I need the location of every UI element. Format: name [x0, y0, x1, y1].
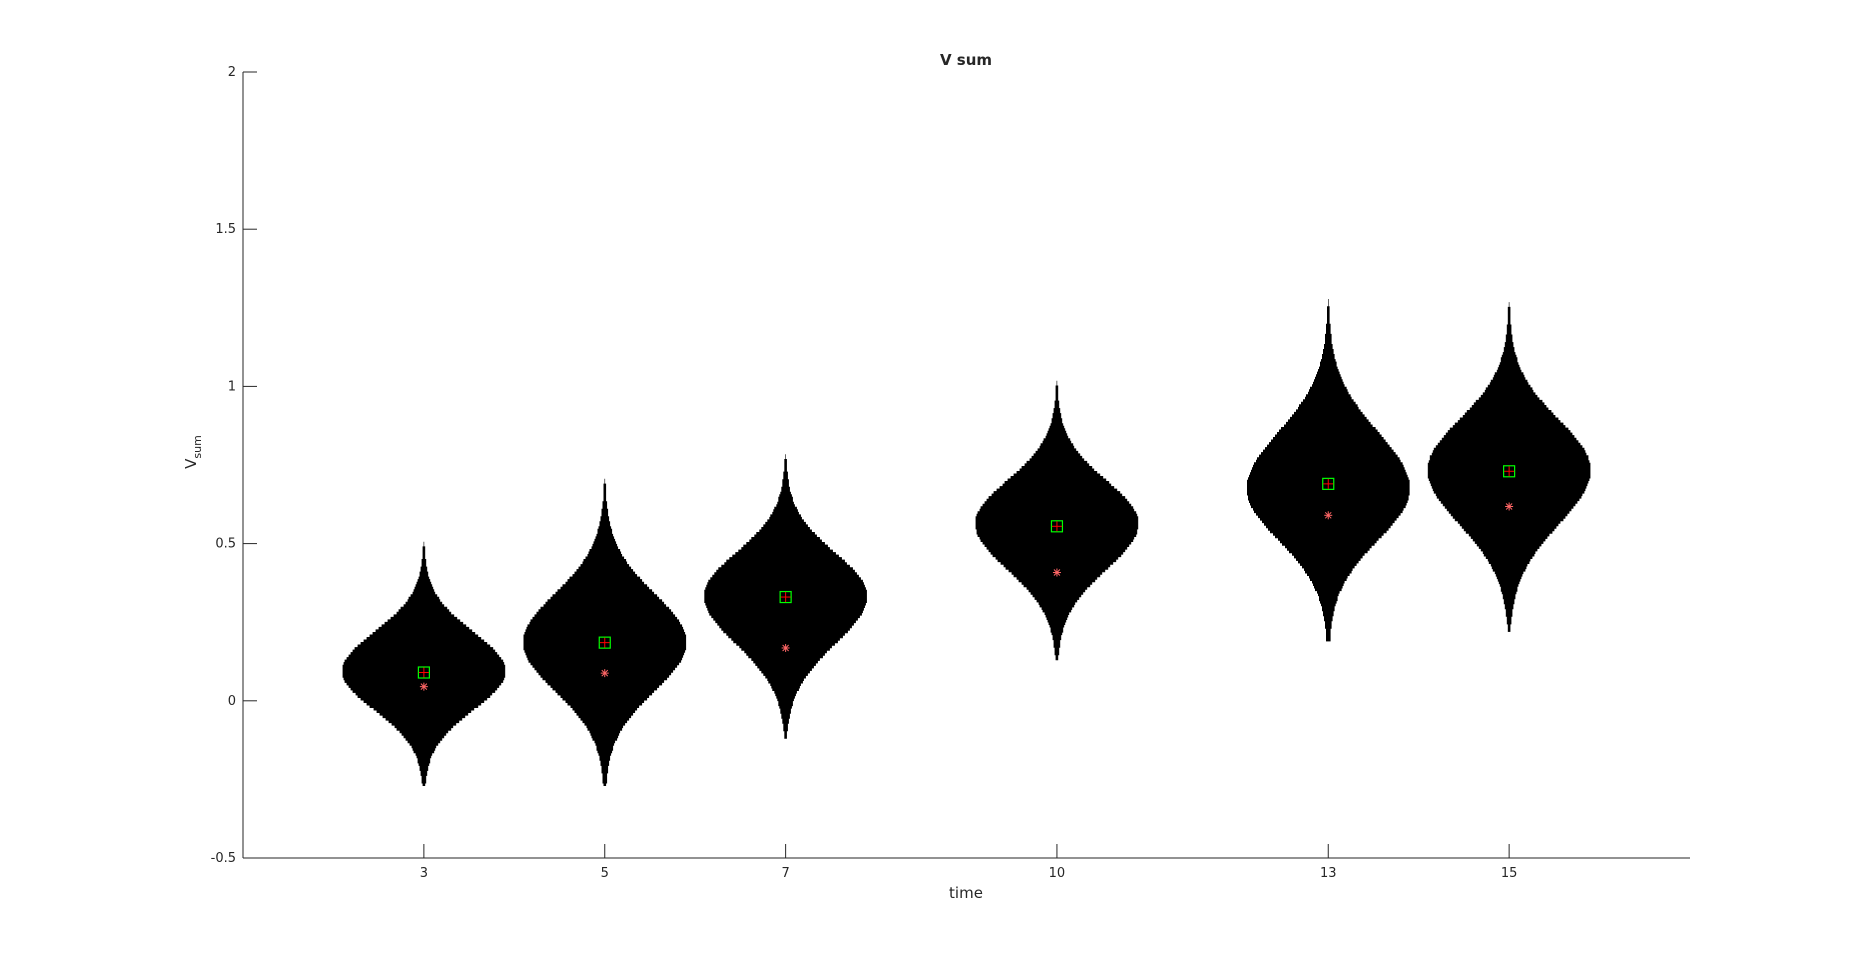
x-tick-label: 15 [1500, 866, 1518, 881]
violin-13 [1247, 299, 1409, 641]
x-tick-label: 10 [1048, 866, 1066, 881]
y-tick-label: -0.5 [210, 851, 236, 866]
x-tick-label: 5 [600, 866, 609, 881]
chart-title: V sum [939, 51, 993, 69]
violin-body-3 [343, 542, 505, 786]
y-axis-label-main: V [182, 458, 200, 469]
y-tick-label: 0 [227, 693, 236, 709]
y-axis-label-group [182, 435, 204, 469]
y-axis-label [182, 435, 204, 469]
star-marker-7 [782, 644, 790, 652]
star-marker-13 [1324, 511, 1332, 519]
violin-series [343, 299, 1590, 786]
y-tick-label: 1.5 [215, 222, 236, 238]
x-tick-label: 7 [781, 866, 790, 881]
y-tick-label: 0.5 [215, 536, 236, 552]
violin-body-13 [1247, 299, 1409, 641]
violin-7 [705, 454, 867, 738]
y-tick-label: 2 [227, 65, 236, 80]
x-axis-label: time [949, 884, 983, 902]
x-tick-label: 3 [419, 866, 429, 881]
violin-15 [1428, 302, 1590, 631]
violin-5 [524, 479, 686, 786]
star-marker-5 [601, 669, 609, 677]
star-marker-10 [1053, 569, 1061, 577]
y-tick-label: 1 [227, 379, 236, 395]
star-marker-3 [420, 683, 428, 691]
x-tick-label: 13 [1319, 866, 1337, 881]
y-axis-label-subscript: sum [191, 435, 204, 459]
violin-body-5 [524, 479, 686, 786]
star-marker-15 [1505, 503, 1513, 511]
violin-3 [343, 542, 505, 786]
violin-10 [976, 381, 1138, 660]
